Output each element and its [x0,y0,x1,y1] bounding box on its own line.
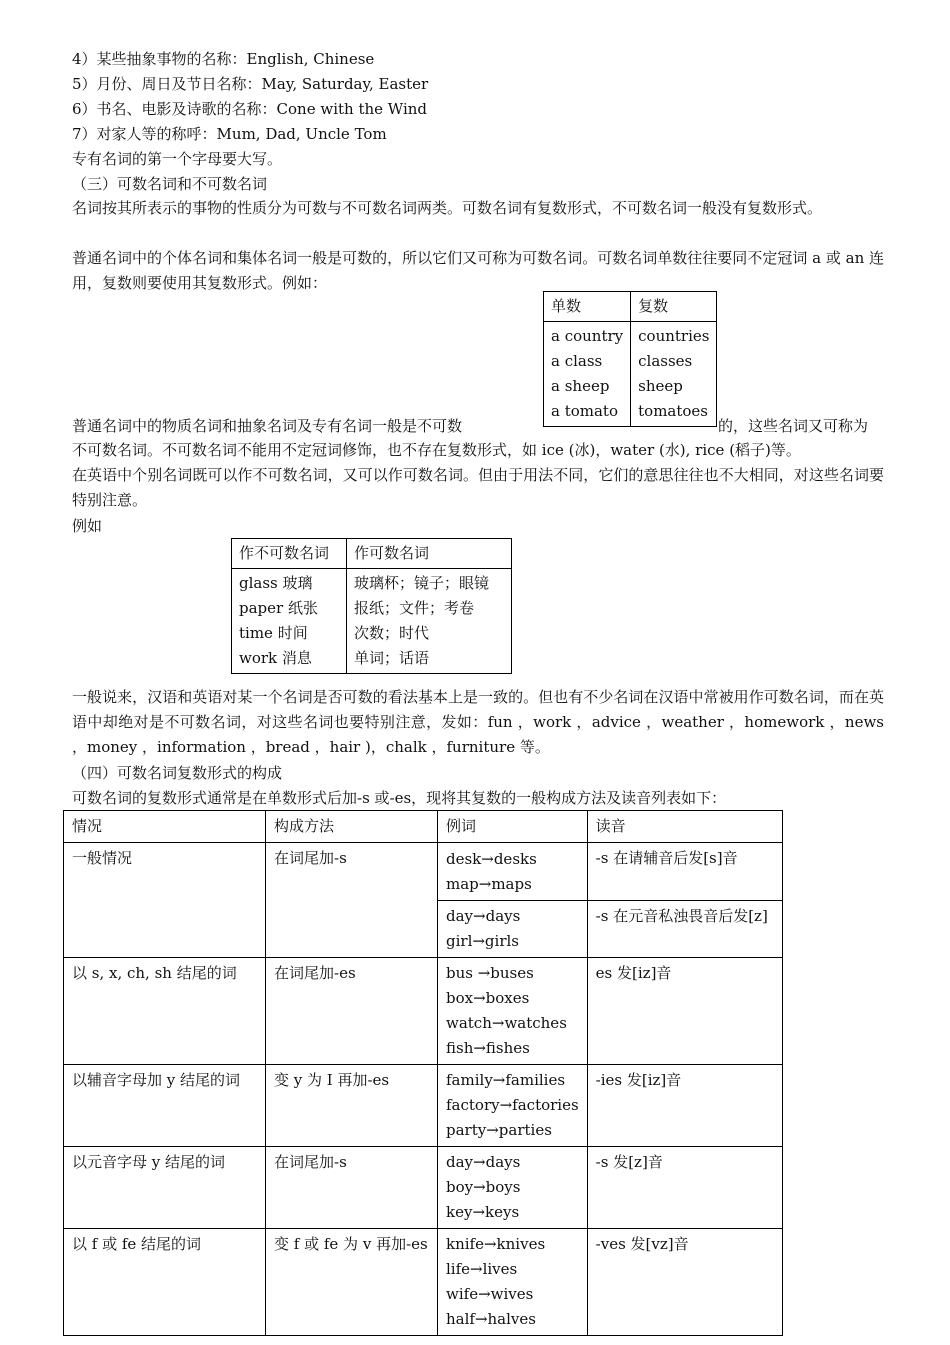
table3-header-pronunciation: 读音 [587,811,782,843]
paragraph-uncountable-part1: 普通名词中的物质名词和抽象名词及专有名词一般是不可数 [72,417,463,435]
table1-singular-item: a tomato [551,402,618,420]
table3-sound-cell: -s 在元音私浊畏音后发[z] [587,901,782,958]
list-line-6: 6）书名、电影及诗歌的名称：Cone with the Wind [72,100,427,118]
table3-method-cell: 变 f 或 fe 为 v 再加-es [266,1229,438,1336]
table2-uncountable-item: glass 玻璃 [239,574,313,592]
table3-example: party→parties [446,1121,552,1139]
table2-countable-item: 单词；话语 [354,649,430,667]
paragraph-plural-formation: 可数名词的复数形式通常是在单数形式后加-s 或-es，现将其复数的一般构成方法及读音列表如下： [72,789,727,807]
table2-uncountable-item: paper 纸张 [239,599,318,617]
table3-case-cell: 以 s, x, ch, sh 结尾的词 [64,958,266,1065]
example-label: 例如 [72,517,103,535]
table3-example: day→days [446,1153,521,1171]
table1-singular-cell [544,322,631,427]
table2-countable-item: 次数；时代 [354,624,430,642]
table3-example: key→keys [446,1203,520,1221]
table3-example: box→boxes [446,989,530,1007]
table2-uncountable-cell [232,569,347,674]
table3-example: day→days [446,907,521,925]
table3-sound-cell: -ies 发[iz]音 [587,1065,782,1147]
table1-plural-item: tomatoes [638,402,708,420]
plural-formation-table [63,810,783,1336]
table2-countable-item: 报纸；文件；考卷 [354,599,475,617]
list-line-5: 5）月份、周日及节日名称：May, Saturday, Easter [72,75,429,93]
table3-sound-cell: -ves 发[vz]音 [587,1229,782,1336]
table2-uncountable-item: work 消息 [239,649,312,667]
table-row [64,1147,783,1229]
table3-method-cell: 在词尾加-s [266,843,438,958]
table3-header-examples: 例词 [438,811,588,843]
table3-sound-cell: -s 在请辅音后发[s]音 [587,843,782,901]
table1-plural-item: sheep [638,377,683,395]
table2-countable-cell [347,569,512,674]
table3-examples-cell [438,901,588,958]
table3-method-cell: 变 y 为 I 再加-es [266,1065,438,1147]
paragraph-uncountable-part2: 的，这些名词又可称为 [718,417,869,435]
table1-header-singular: 单数 [544,292,631,322]
table-row [64,1229,783,1336]
table3-examples-cell [438,1229,588,1336]
table3-examples-cell [438,843,588,901]
table3-examples-cell [438,1065,588,1147]
table3-case-cell: 以辅音字母加 y 结尾的词 [64,1065,266,1147]
table1-header-plural: 复数 [631,292,717,322]
table3-example: map→maps [446,875,532,893]
table3-example: desk→desks [446,850,537,868]
paragraph-individual-nouns: 普通名词中的个体名词和集体名词一般是可数的，所以它们又可称为可数名词。可数名词单数往往要同不定冠词 a 或 an 连用，复数则要使用其复数形式。例如： [72,249,884,292]
table1-plural-item: classes [638,352,693,370]
table3-sound-cell: es 发[iz]音 [587,958,782,1065]
paragraph-countable-intro: 名词按其所表示的事物的性质分为可数与不可数名词两类。可数名词有复数形式，不可数名词一般没有复数形式。 [72,199,823,217]
section-4-title: （四）可数名词复数形式的构成 [72,764,283,782]
paragraph-uncountable-part3: 不可数名词。不可数名词不能用不定冠词修饰，也不存在复数形式，如 ice (冰)，water (水), rice (稻子)等。 [72,441,801,459]
table3-sound-cell: -s 发[z]音 [587,1147,782,1229]
table3-example: bus →buses [446,964,534,982]
table-row [64,843,783,901]
table2-uncountable-item: time 时间 [239,624,308,642]
table2-header-uncountable: 作不可数名词 [232,539,347,569]
table1-plural-item: countries [638,327,710,345]
table2-header-countable: 作可数名词 [347,539,512,569]
uncountable-countable-table [231,538,512,674]
section-3-title: （三）可数名词和不可数名词 [72,175,268,193]
table3-example: boy→boys [446,1178,521,1196]
table3-example: half→halves [446,1310,536,1328]
table3-example: family→families [446,1071,566,1089]
list-line-4: 4）某些抽象事物的名称：English, Chinese [72,50,375,68]
table3-example: girl→girls [446,932,520,950]
paragraph-dual-use-nouns: 在英语中个别名词既可以作不可数名词，又可以作可数名词。但由于用法不同，它们的意思往往也不大相同，对这些名词要特别注意。 [72,466,884,509]
table-row [64,1065,783,1147]
table1-singular-item: a class [551,352,603,370]
table3-case-cell: 以 f 或 fe 结尾的词 [64,1229,266,1336]
table3-header-case: 情况 [64,811,266,843]
table3-method-cell: 在词尾加-es [266,958,438,1065]
table3-case-cell: 以元音字母 y 结尾的词 [64,1147,266,1229]
table3-example: life→lives [446,1260,518,1278]
capitalization-note: 专有名词的第一个字母要大写。 [72,150,283,168]
table1-plural-cell [631,322,717,427]
table-row [64,958,783,1065]
table3-example: watch→watches [446,1014,567,1032]
table2-countable-item: 玻璃杯；镜子；眼镜 [354,574,490,592]
table3-method-cell: 在词尾加-s [266,1147,438,1229]
table3-examples-cell [438,958,588,1065]
singular-plural-table [543,291,717,427]
table1-singular-item: a sheep [551,377,610,395]
table1-singular-item: a country [551,327,624,345]
table3-example: factory→factories [446,1096,579,1114]
table3-header-method: 构成方法 [266,811,438,843]
table3-example: wife→wives [446,1285,534,1303]
table3-case-cell: 一般情况 [64,843,266,958]
list-line-7: 7）对家人等的称呼：Mum, Dad, Uncle Tom [72,125,387,143]
table3-example: fish→fishes [446,1039,530,1057]
paragraph-chinese-vs-english: 一般说来，汉语和英语对某一个名词是否可数的看法基本上是一致的。但也有不少名词在汉语中常被用作可数名词，而在英语中却绝对是不可数名词，对这些名词也要特别注意，发如：fun ，work ，advice ，weather ，homework ，news ，money ，information ，bread ，hair )，chalk ，furniture 等。 [72,688,884,756]
table3-example: knife→knives [446,1235,546,1253]
table3-examples-cell [438,1147,588,1229]
